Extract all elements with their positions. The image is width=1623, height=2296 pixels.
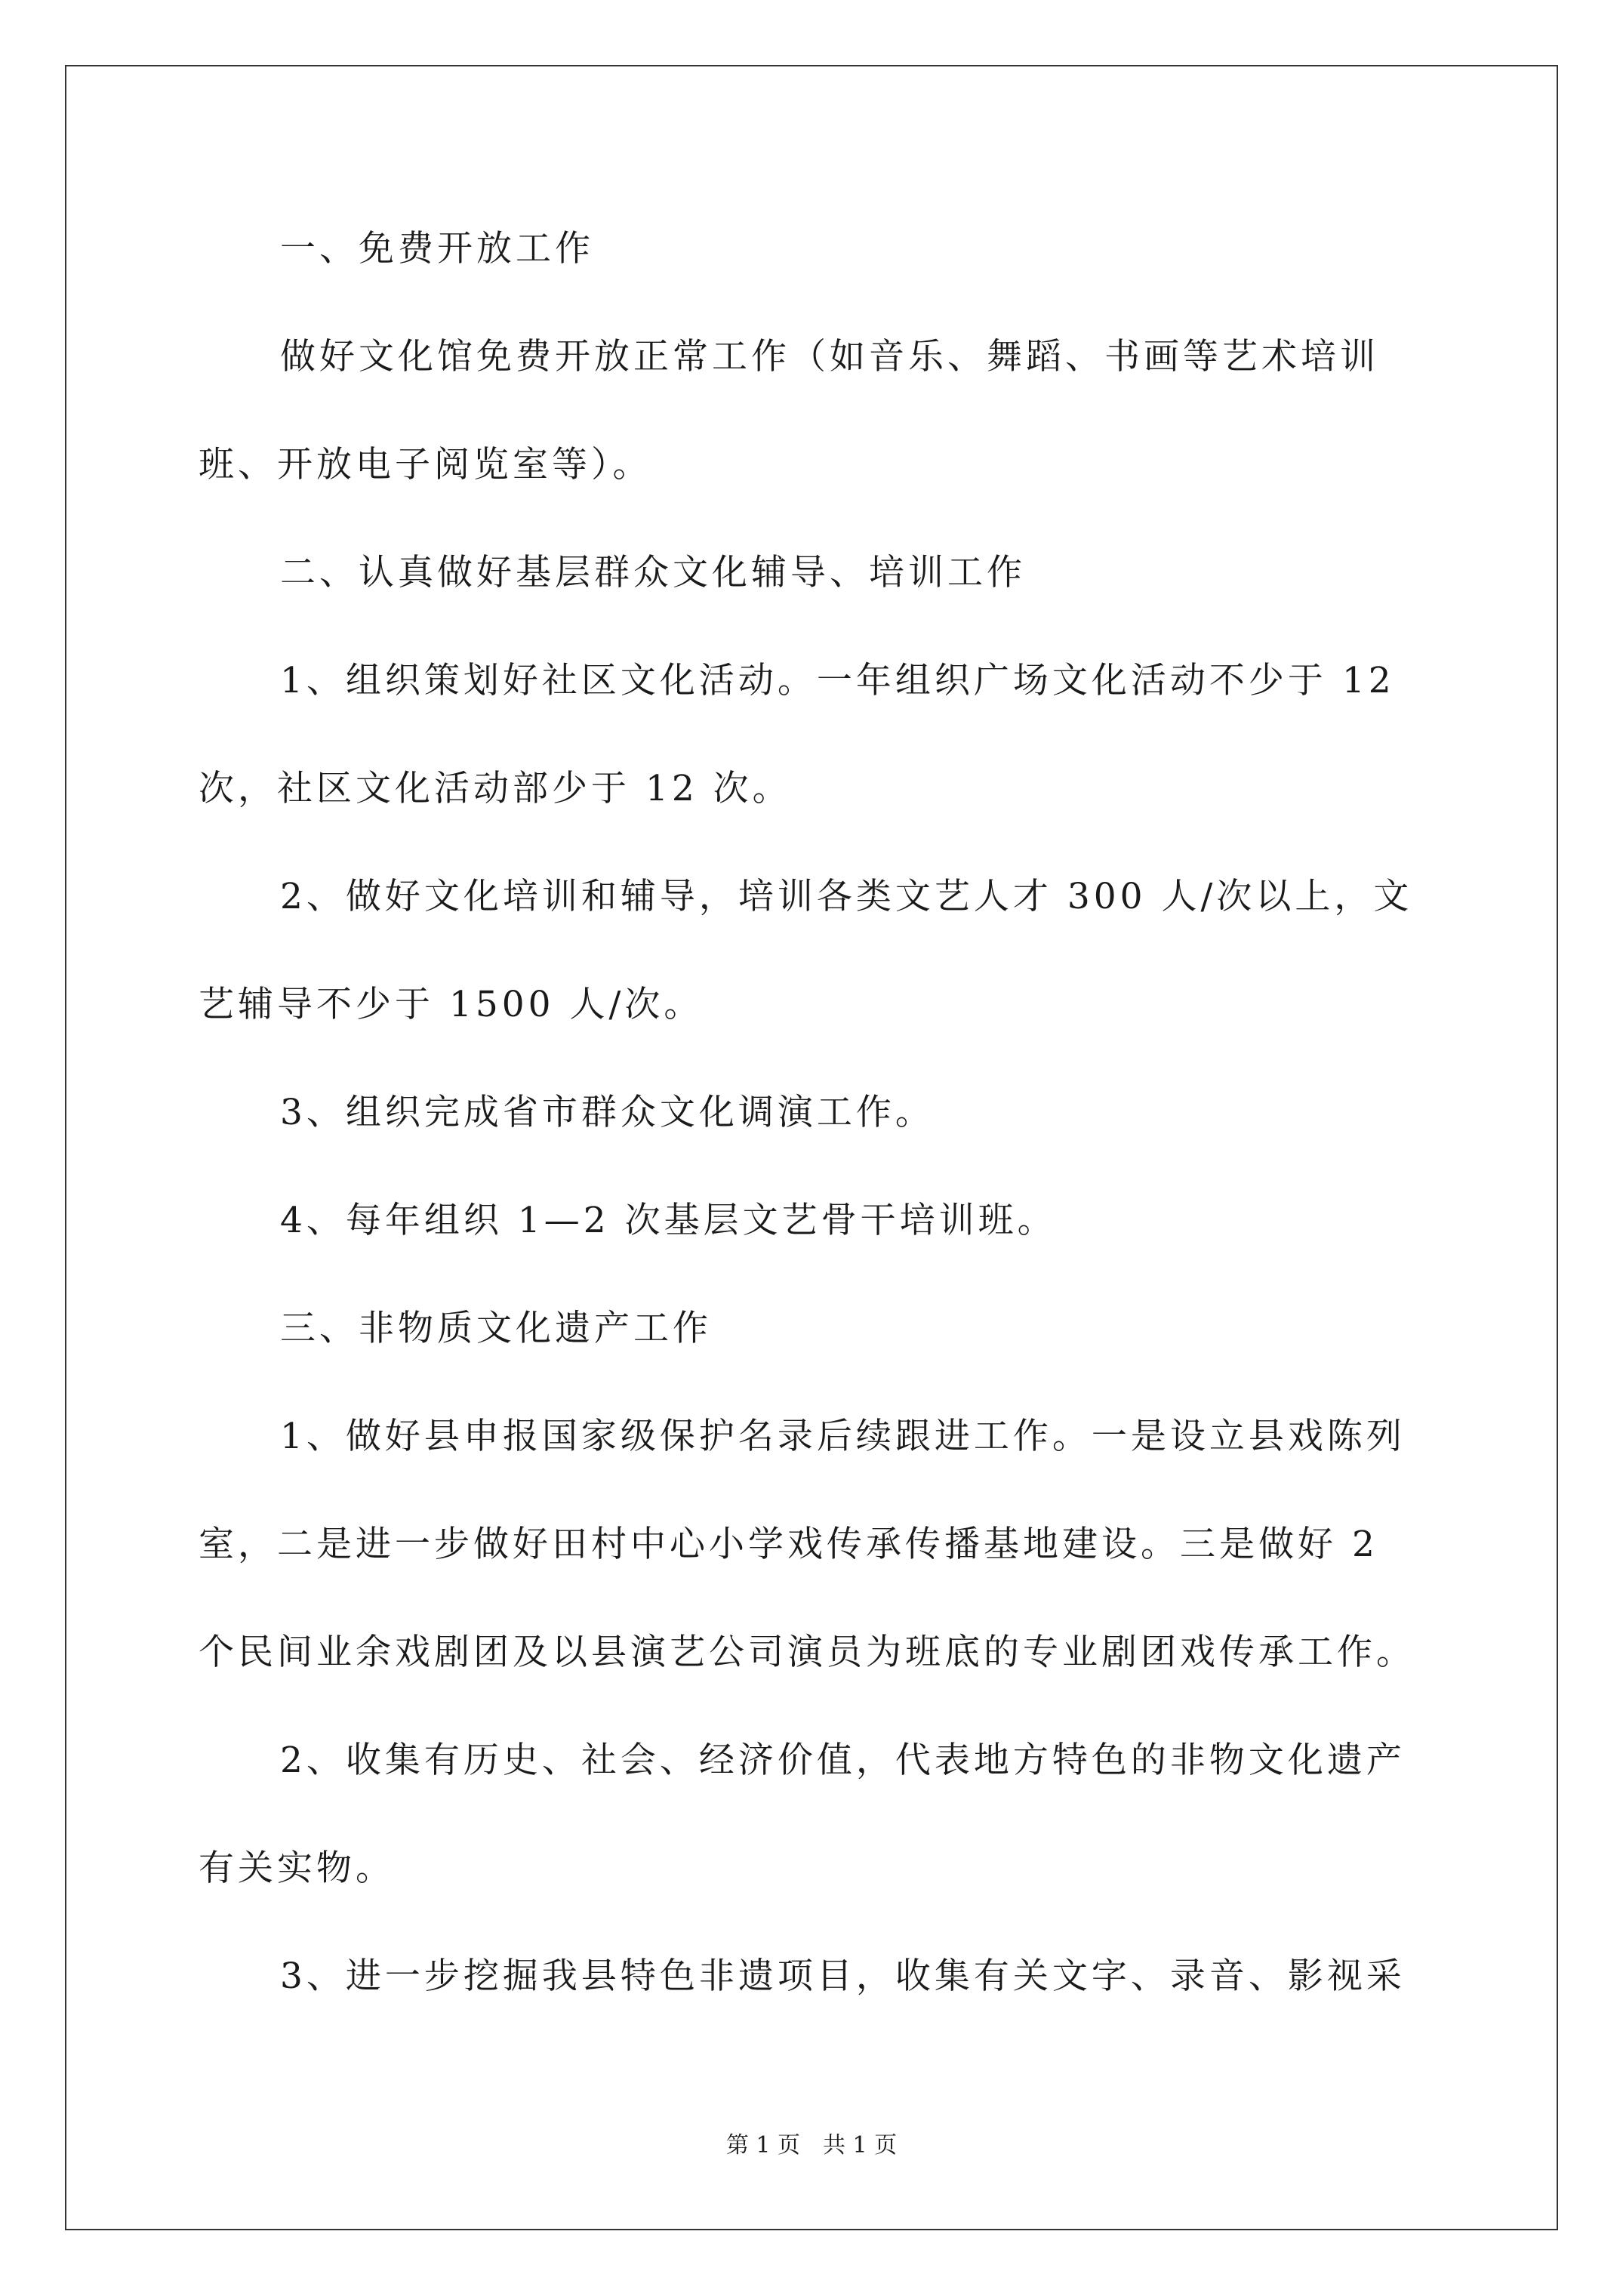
paragraph-line: 2、做好文化培训和辅导，培训各类文艺人才 300 人/次以上，文 [280,876,1413,917]
paragraph-line: 次，社区文化活动部少于 12 次。 [199,768,792,809]
section-heading-1: 一、免费开放工作 [280,228,594,270]
paragraph-line: 做好文化馆免费开放正常工作（如音乐、舞蹈、书画等艺术培训 [280,336,1379,378]
section-heading-2: 二、认真做好基层群众文化辅导、培训工作 [280,552,1026,593]
paragraph-line: 4、每年组织 1—2 次基层文艺骨干培训班。 [280,1200,1057,1241]
paragraph-line: 室，二是进一步做好田村中心小学戏传承传播基地建设。三是做好 2 [199,1524,1378,1565]
paragraph-line: 艺辅导不少于 1500 人/次。 [199,984,704,1025]
paragraph-line: 3、组织完成省市群众文化调演工作。 [280,1092,935,1133]
paragraph-line: 3、进一步挖掘我县特色非遗项目，收集有关文字、录音、影视采 [280,1955,1406,1997]
page-number: 第 1 页 共 1 页 [725,2132,898,2159]
paragraph-line: 班、开放电子阅览室等）。 [199,444,652,485]
paragraph-line: 个民间业余戏剧团及以县演艺公司演员为班底的专业剧团戏传承工作。 [199,1632,1415,1673]
page-border [65,65,1558,2230]
section-heading-3: 三、非物质文化遗产工作 [280,1308,712,1349]
paragraph-line: 1、做好县申报国家级保护名录后续跟进工作。一是设立县戏陈列 [280,1416,1406,1457]
paragraph-line: 1、组织策划好社区文化活动。一年组织广场文化活动不少于 12 [280,660,1395,701]
paragraph-line: 有关实物。 [199,1848,395,1889]
paragraph-line: 2、收集有历史、社会、经济价值，代表地方特色的非物文化遗产 [280,1740,1406,1781]
